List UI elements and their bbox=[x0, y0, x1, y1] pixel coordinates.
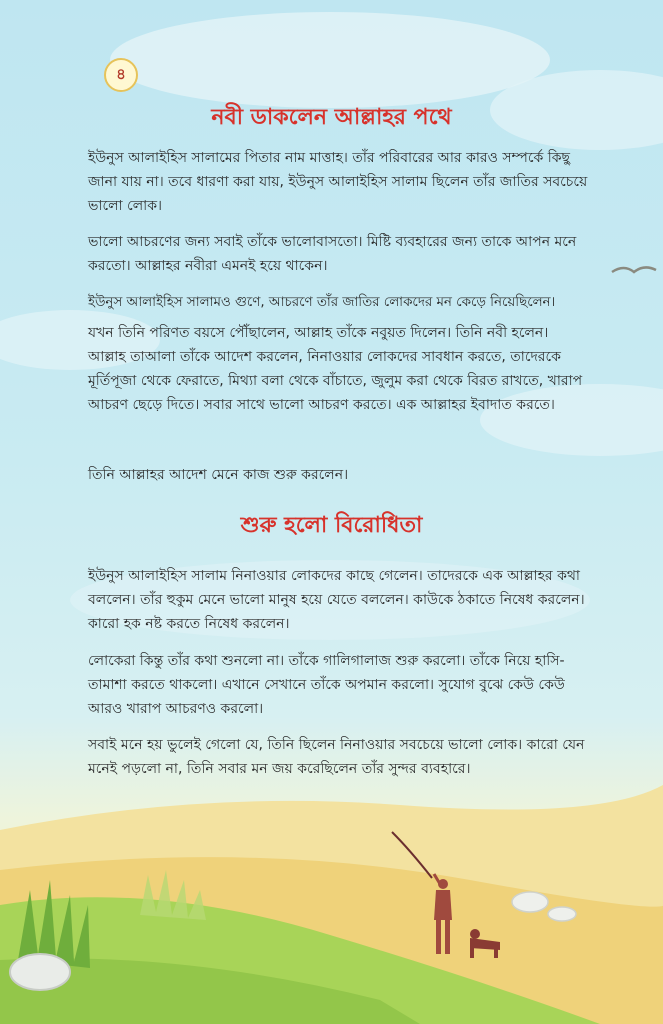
page-number: ৪ bbox=[116, 64, 126, 83]
section-title: শুরু হলো বিরোধিতা bbox=[240, 513, 423, 538]
paragraph: ভালো আচরণের জন্য সবাই তাঁকে ভালোবাসতো। মিষ্টি ব্যবহারের জন্য তাকে আপন মনে করতো। আল্লাহর নবীরা এমনই হয়ে থাকেন। bbox=[88, 234, 577, 274]
rock bbox=[548, 907, 576, 921]
bird-icon bbox=[612, 267, 656, 272]
page-number-badge bbox=[104, 58, 138, 92]
paragraph: লোকেরা কিন্তু তাঁর কথা শুনলো না। তাঁকে গালিগালাজ শুরু করলো। তাঁকে নিয়ে হাসি-তামাশা করতে থাকলো। এখানে সেখানে তাঁকে অপমান করলো। সুযোগ বুঝে কেউ কেউ আরও খারাপ আচরণও করলো। bbox=[88, 653, 565, 717]
paragraph: সবাই মনে হয় ভুলেই গেলো যে, তিনি ছিলেন নিনাওয়ার সবচেয়ে ভালো লোক। কারো যেন মনেই পড়লো না, তিনি সবার মন জয় করেছিলেন তাঁর সুন্দর ব্যবহারে। bbox=[88, 737, 585, 777]
rock bbox=[10, 954, 70, 990]
paragraph: ইউনুস আলাইহিস সালামের পিতার নাম মাত্তাহ। তাঁর পরিবারের আর কারও সম্পর্কে কিছু জানা যায় না। তবে ধারণা করা যায়, ইউনুস আলাইহিস সালাম ছিলেন তাঁর জাতির সবচেয়ে ভালো লোক। bbox=[88, 150, 588, 214]
paragraph: তিনি আল্লাহর আদেশ মেনে কাজ শুরু করলেন। bbox=[88, 467, 349, 483]
cloud bbox=[110, 12, 550, 108]
paragraph: ইউনুস আলাইহিস সালামও গুণে, আচরণে তাঁর জাতির লোকদের মন কেড়ে নিয়েছিলেন। bbox=[88, 295, 556, 310]
paragraph: যখন তিনি পরিণত বয়সে পৌঁছালেন, আল্লাহ তাঁকে নবুয়ত দিলেন। তিনি নবী হলেন। আল্লাহ তাআলা তাঁকে আদেশ করলেন, নিনাওয়ার লোকদের সাবধান করতে, তাদেরকে মূর্তিপূজা থেকে ফেরাতে, মিথ্যা বলা থেকে বাঁচাতে, জুলুম করা থেকে বিরত রাখতে, খারাপ আচরণ ছেড়ে দিতে। সবার সাথে ভালো আচরণ করতে। এক আল্লাহর ইবাদাত করতে। bbox=[88, 325, 583, 413]
paragraph: ইউনুস আলাইহিস সালাম নিনাওয়ার লোকদের কাছে গেলেন। তাদেরকে এক আল্লাহর কথা বললেন। তাঁর হুকুম মেনে ভালো মানুষ হয়ে যেতে বললেন। কাউকে ঠকাতে নিষেধ করলেন। কারো হক নষ্ট করতে নিষেধ করলেন। bbox=[88, 568, 585, 632]
rock bbox=[512, 892, 548, 912]
section-title: নবী ডাকলেন আল্লাহর পথে bbox=[211, 105, 452, 130]
